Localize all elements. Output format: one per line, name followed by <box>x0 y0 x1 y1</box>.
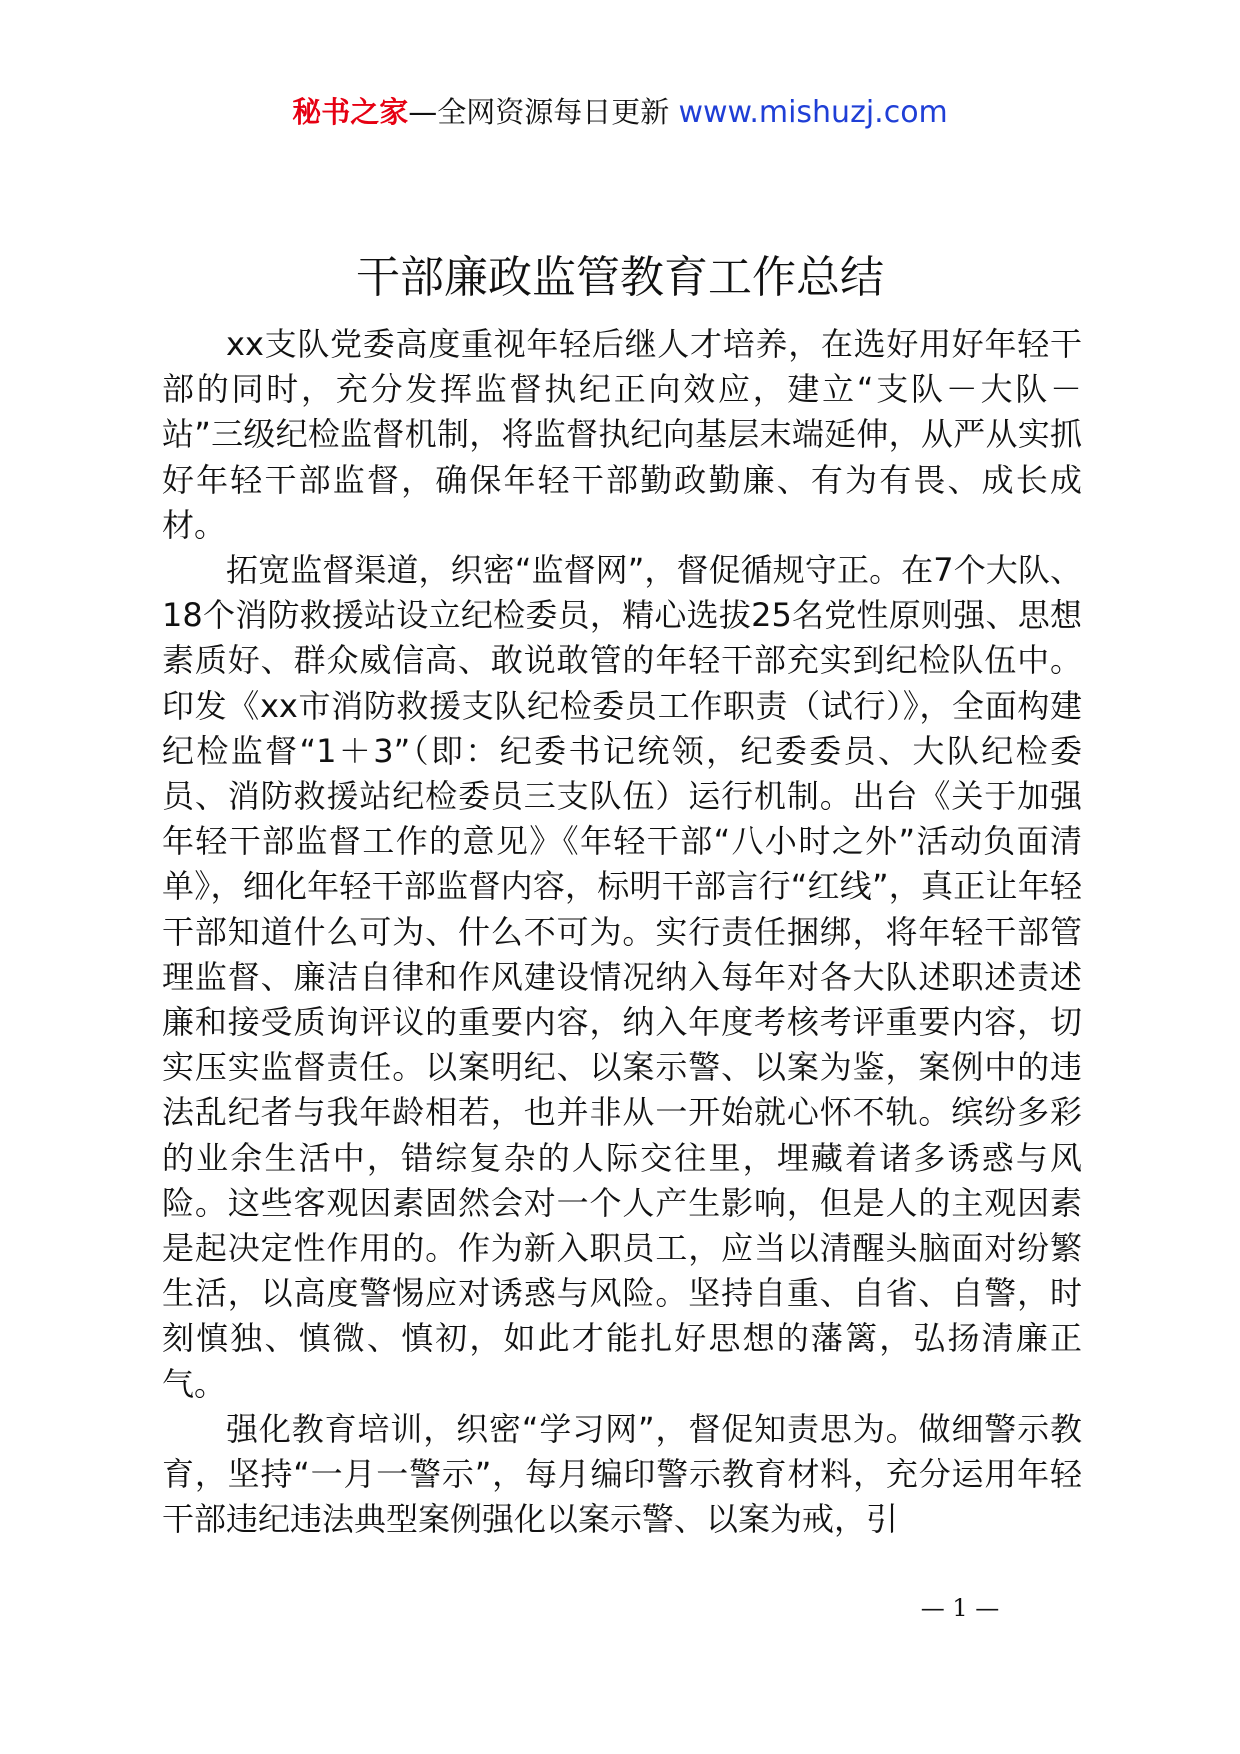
paragraph-supervision-network: 拓宽监督渠道，织密“监督网”，督促循规守正。在7个大队、18个消防救援站设立纪检委员，精心选拔25名党性原则强、思想素质好、群众威信高、敢说敢管的年轻干部充实到纪检队伍中。印发《xx市消防救援支队纪检委员工作职责（试行）》，全面构建纪检监督“1＋3”（即：纪委书记统领，纪委委员、大队纪检委员、消防救援站纪检委员三支队伍）运行机制。出台《关于加强年轻干部监督工作的意见》《年轻干部“八小时之外”活动负面清单》，细化年轻干部监督内容，标明干部言行“红线”，真正让年轻干部知道什么可为、什么不可为。实行责任捆绑，将年轻干部管理监督、廉洁自律和作风建设情况纳入每年对各大队述职述责述廉和接受质询评议的重要内容，纳入年度考核考评重要内容，切实压实监督责任。以案明纪、以案示警、以案为鉴，案例中的违法乱纪者与我年龄相若，也并非从一开始就心怀不轨。缤纷多彩的业余生活中，错综复杂的人际交往里，埋藏着诸多诱惑与风险。这些客观因素固然会对一个人产生影响，但是人的主观因素是起决定性作用的。作为新入职员工，应当以清醒头脑面对纷繁生活，以高度警惕应对诱惑与风险。坚持自重、自省、自警，时刻慎独、慎微、慎初，如此才能扎好思想的藩篱，弘扬清廉正气。 <box>162 551 1082 1403</box>
site-brand: 秘书之家 <box>292 95 409 129</box>
site-header <box>0 92 1240 133</box>
site-tagline: —全网资源每日更新 <box>408 95 670 129</box>
paragraph-intro: xx支队党委高度重视年轻后继人才培养，在选好用好年轻干部的同时，充分发挥监督执纪正向效应，建立“支队－大队－站”三级纪检监督机制，将监督执纪向基层末端延伸，从严从实抓好年轻干部监督，确保年轻干部勤政勤廉、有为有畏、成长成材。 <box>162 325 1082 544</box>
site-url-link[interactable]: www.mishuzj.com <box>678 95 948 130</box>
document-body <box>162 322 1082 1542</box>
paragraph-education-training: 强化教育培训，织密“学习网”，督促知责思为。做细警示教育，坚持“一月一警示”，每月编印警示教育材料，充分运用年轻干部违纪违法典型案例强化以案示警、以案为戒，引 <box>162 1409 1082 1539</box>
document-title: 干部廉政监管教育工作总结 <box>356 252 884 303</box>
page-number: — 1 — <box>920 1594 1000 1622</box>
